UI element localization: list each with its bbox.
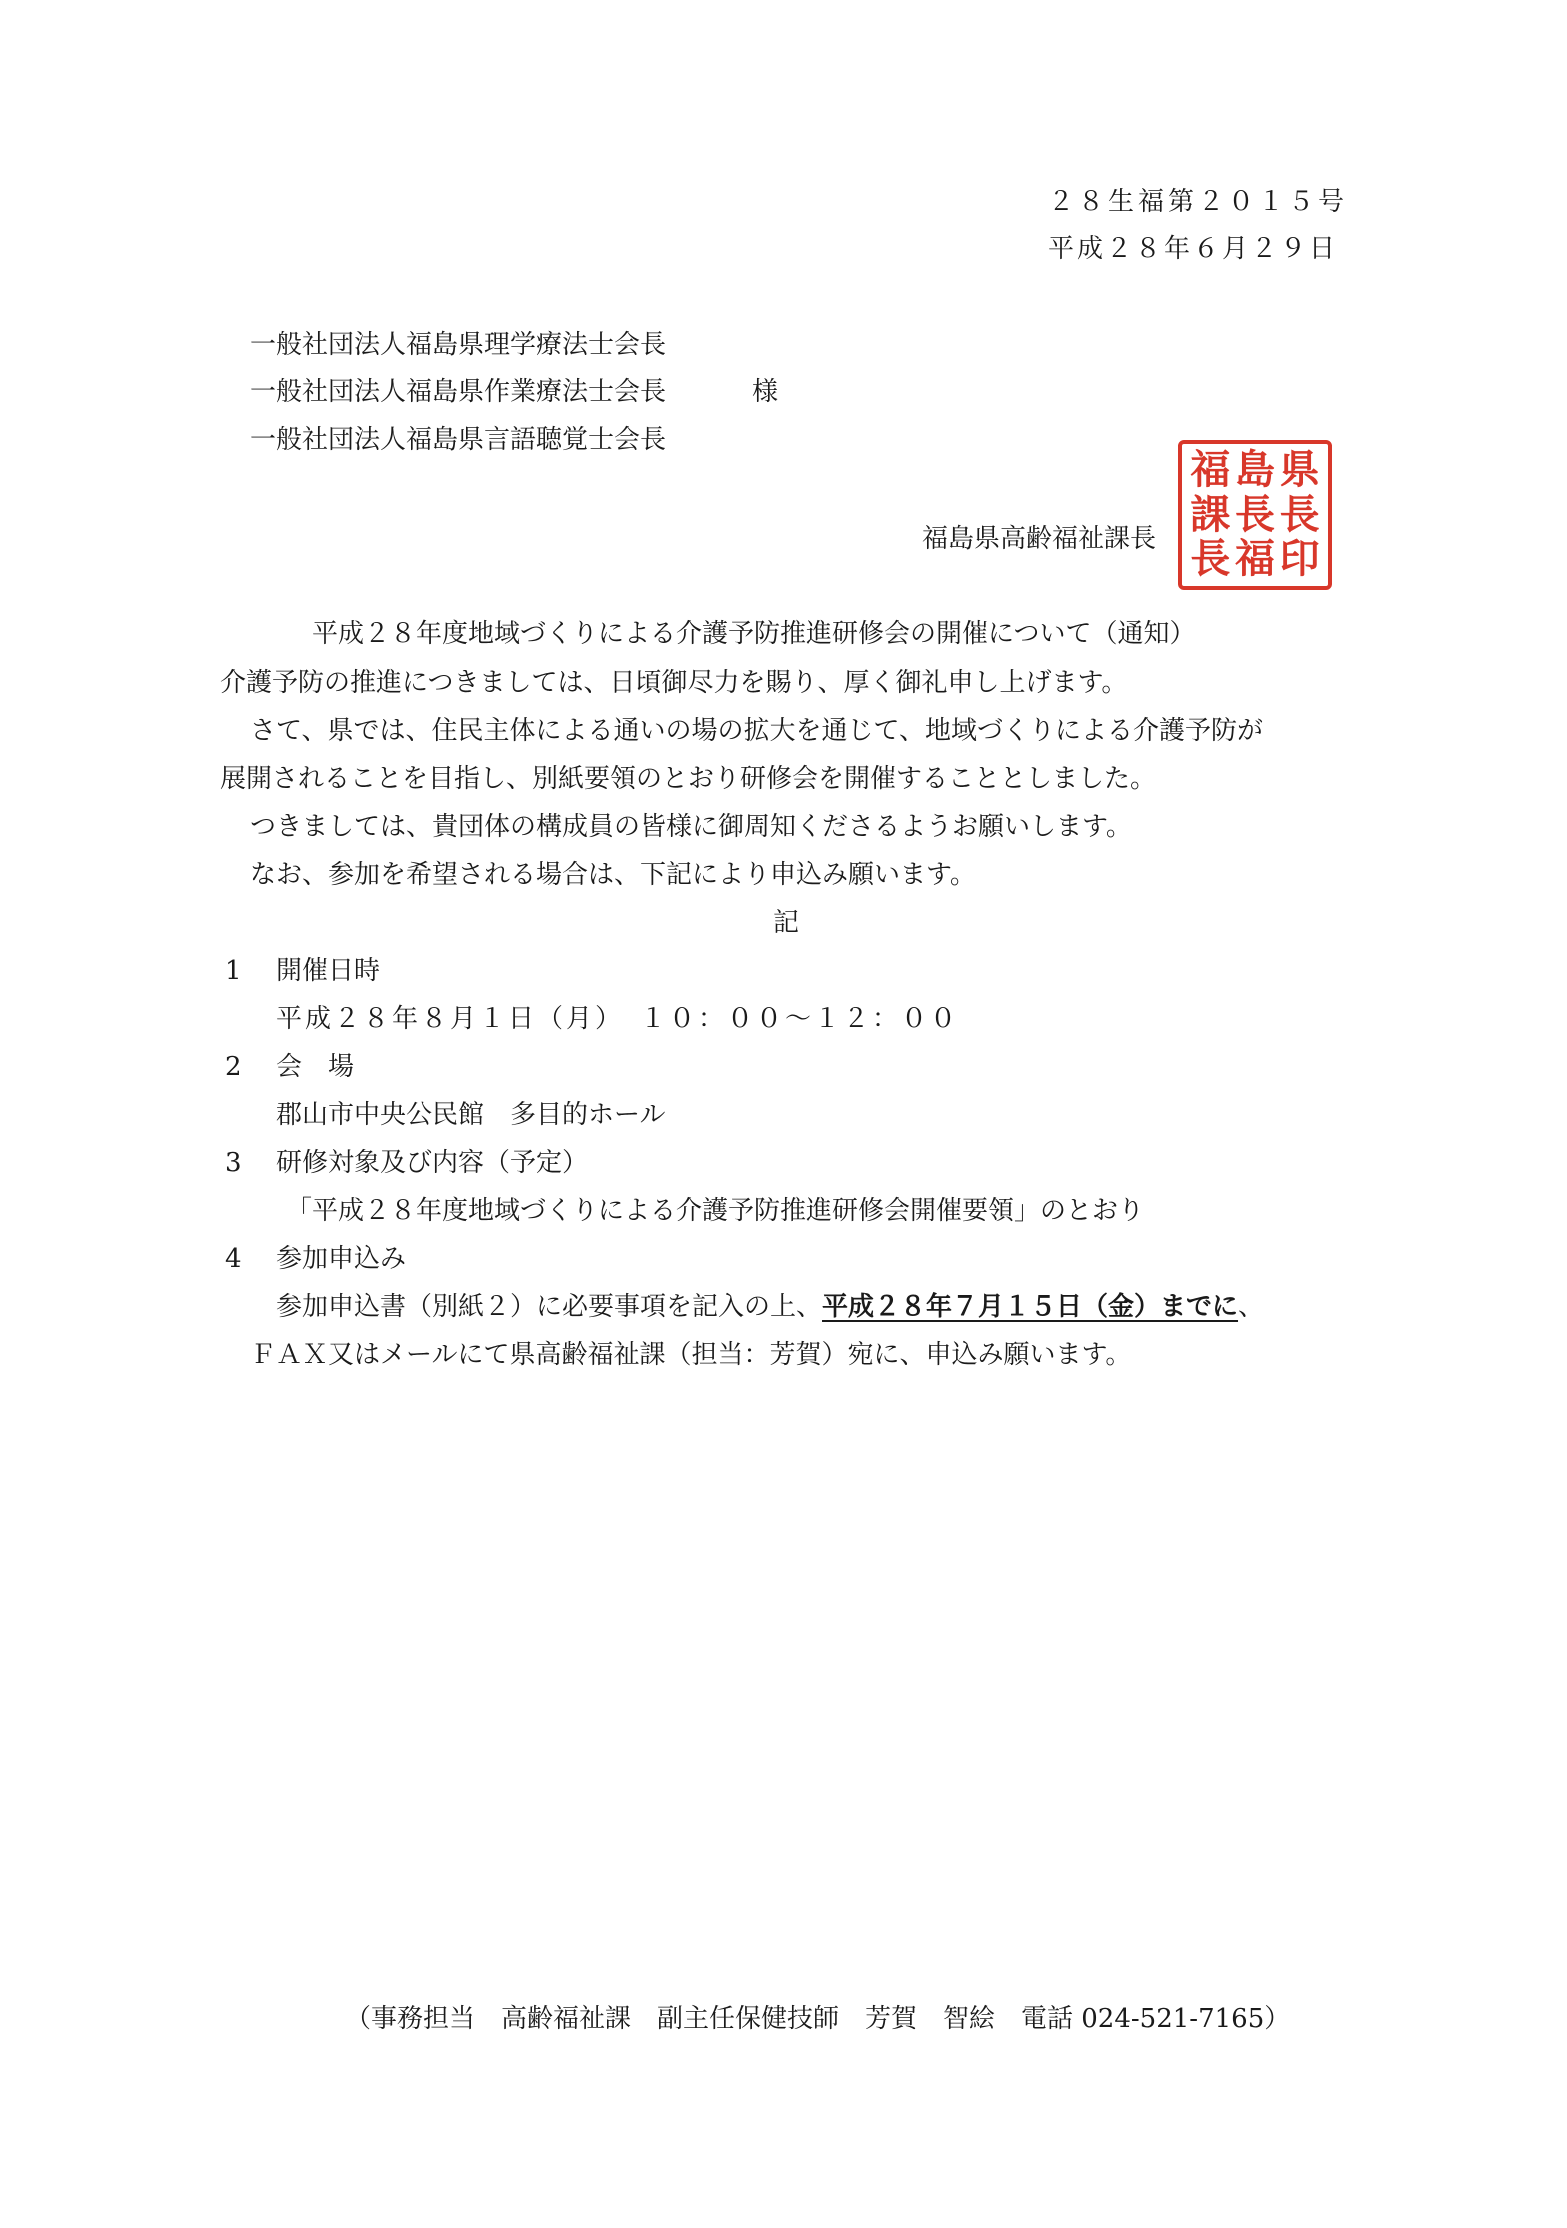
item-title: 開催日時 (276, 956, 381, 986)
ki-heading: 記 (773, 908, 800, 938)
body-paragraph-4: なお、参加を希望される場合は、下記により申込み願います。 (250, 860, 976, 890)
item-number: 2 (225, 1052, 242, 1082)
seal-char: 島 (1234, 446, 1275, 493)
item-title: 会 場 (276, 1052, 355, 1082)
document-date: 平成２８年６月２９日 (1048, 234, 1339, 264)
item-detail: 「平成２８年度地域づくりによる介護予防推進研修会開催要領」のとおり (286, 1196, 1145, 1226)
item-number: 1 (225, 956, 242, 986)
seal-char: 課 (1190, 490, 1231, 538)
body-paragraph-3: つきましては、貴団体の構成員の皆様に御周知くださるようお願いします。 (250, 812, 1132, 842)
item-number: 4 (225, 1244, 242, 1274)
contact-info: （事務担当 高齢福祉課 副主任保健技師 芳賀 智絵 電話 024-521-7165） (345, 2004, 1291, 2034)
official-seal-stamp (1178, 440, 1332, 590)
item-detail: 郡山市中央公民館 多目的ホール (276, 1100, 666, 1130)
seal-char: 印 (1279, 535, 1320, 583)
body-paragraph-1: 介護予防の推進につきましては、日頃御尽力を賜り、厚く御礼申し上げます。 (220, 668, 1128, 698)
seal-char: 長 (1279, 490, 1320, 538)
recipient-1: 一般社団法人福島県理学療法士会長 (250, 330, 667, 360)
item-number: 3 (225, 1148, 242, 1178)
body-paragraph-2-cont: 展開されることを目指し、別紙要領のとおり研修会を開催することとしました。 (220, 764, 1157, 794)
application-text-end: 、 (1238, 1292, 1265, 1322)
item-title: 参加申込み (276, 1244, 407, 1274)
recipient-2: 一般社団法人福島県作業療法士会長 (250, 377, 667, 407)
document-number: ２８生福第２０１５号 (1048, 187, 1349, 217)
seal-char: 長 (1190, 535, 1231, 583)
honorific: 様 (752, 377, 779, 407)
application-deadline: 平成２８年７月１５日（金）までに (822, 1292, 1239, 1322)
seal-char: 県 (1279, 446, 1320, 493)
body-paragraph-2: さて、県では、住民主体による通いの場の拡大を通じて、地域づくりによる介護予防が (250, 716, 1263, 746)
seal-char: 福 (1190, 446, 1231, 493)
item-detail: 平成２８年８月１日（月） １０：００～１２：００ (276, 1004, 960, 1034)
application-line-2: ＦＡＸ又はメールにて県高齢福祉課（担当：芳賀）宛に、申込み願います。 (250, 1340, 1132, 1370)
application-line-1 (276, 1290, 1264, 1324)
document-subject: 平成２８年度地域づくりによる介護予防推進研修会の開催について（通知） (312, 619, 1196, 649)
sender-title: 福島県高齢福祉課長 (922, 524, 1157, 554)
item-title: 研修対象及び内容（予定） (276, 1148, 589, 1178)
recipient-3: 一般社団法人福島県言語聴覚士会長 (250, 425, 667, 455)
seal-char: 長 (1234, 490, 1275, 538)
seal-char: 福 (1234, 535, 1275, 583)
application-text: 参加申込書（別紙２）に必要事項を記入の上、 (276, 1292, 823, 1322)
